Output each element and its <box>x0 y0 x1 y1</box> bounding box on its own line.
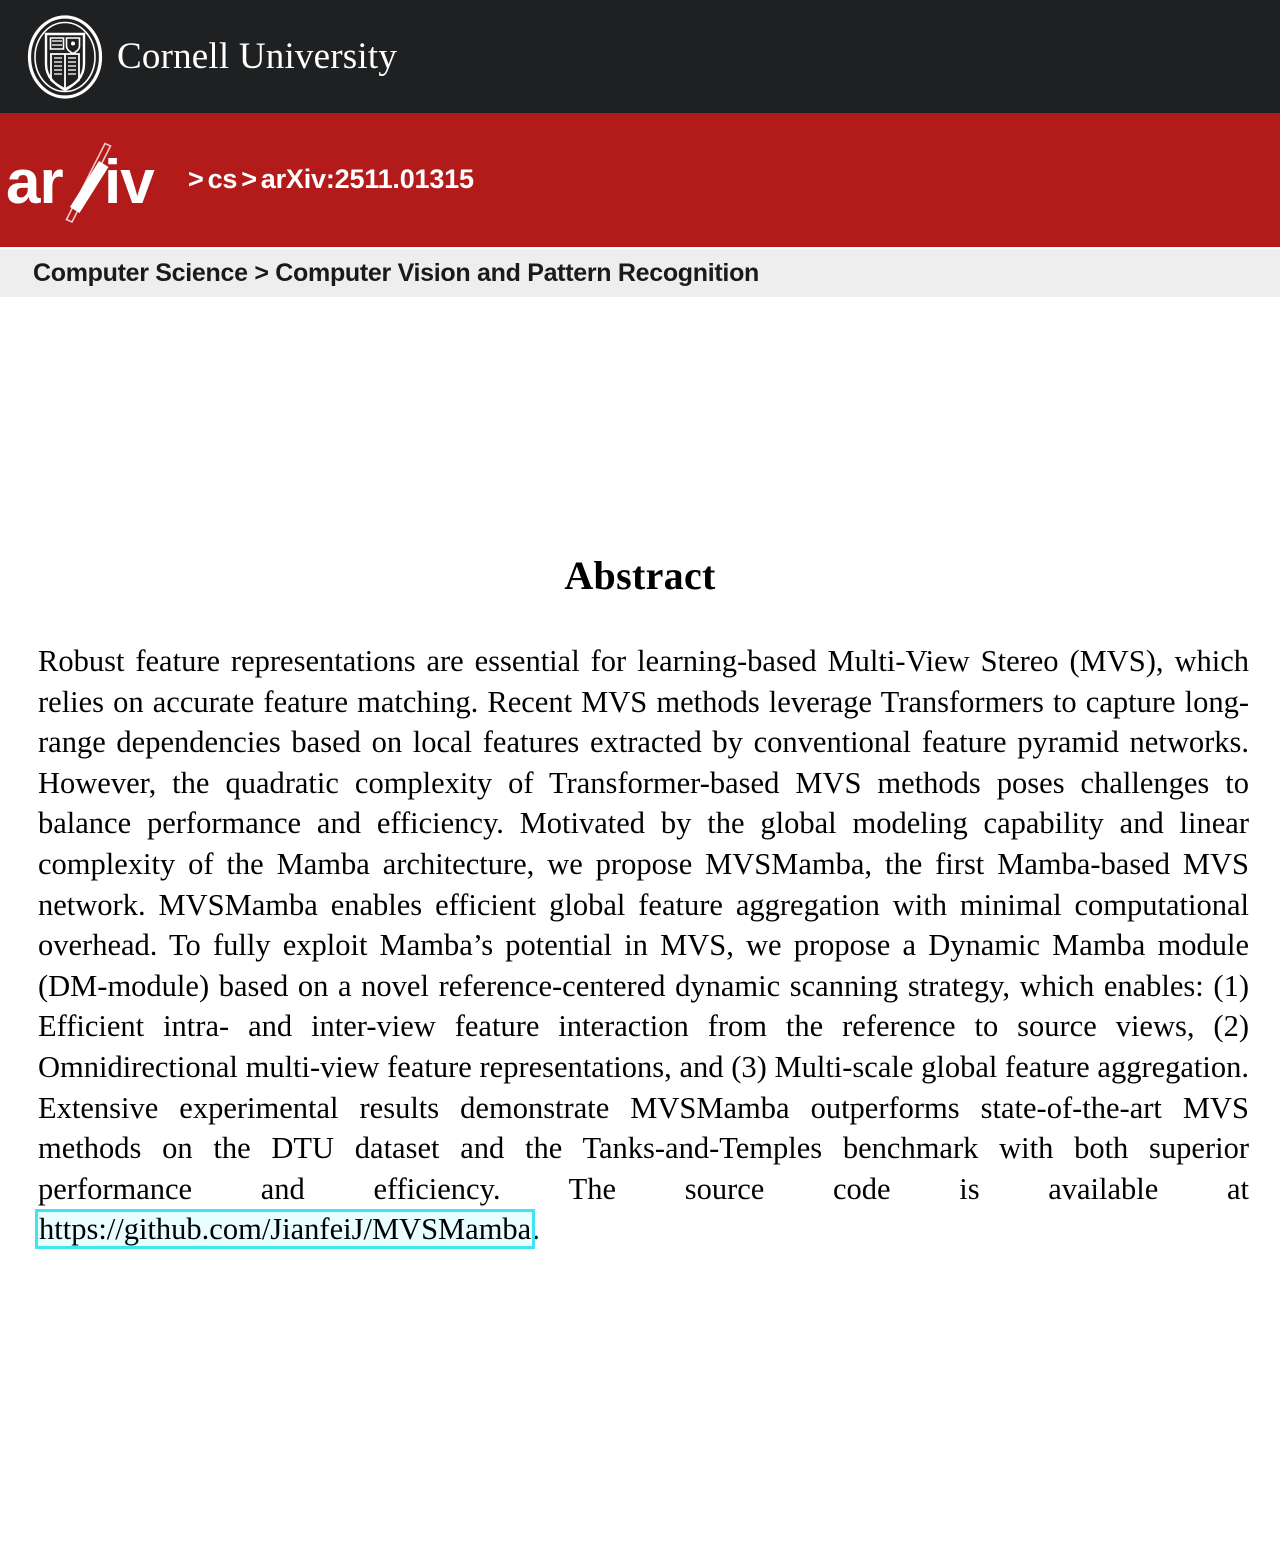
breadcrumb-separator-1: > <box>188 163 204 194</box>
arxiv-banner <box>0 113 1280 247</box>
breadcrumb-archive-link[interactable]: cs <box>207 163 238 194</box>
breadcrumb-arxiv-id[interactable]: arXiv:2511.01315 <box>260 163 474 194</box>
svg-text:ar: ar <box>6 148 63 217</box>
breadcrumb-separator-2: > <box>241 163 257 194</box>
cornell-seal-icon[interactable] <box>26 14 104 100</box>
svg-text:iv: iv <box>104 148 154 217</box>
cornell-university-wordmark[interactable]: Cornell University <box>117 36 398 77</box>
paper-body <box>0 297 1280 1549</box>
source-code-link[interactable]: https://github.com/JianfeiJ/MVSMamba <box>39 1212 532 1247</box>
abstract-text-block <box>38 641 1249 1250</box>
abstract-paragraph <box>38 641 1249 1250</box>
abstract-text-after-link: . <box>532 1212 540 1247</box>
abstract-heading: Abstract <box>564 553 716 598</box>
cornell-header <box>0 0 1280 113</box>
arxiv-logo-icon[interactable] <box>4 137 176 223</box>
abstract-text-before-link: Robust feature representations are essential for learning-based Multi-View Stereo (MVS), which relies on accurate feature matching. Recent MVS methods leverage Transformers to capture long-range dependencies based on local features extracted by conventional feature pyramid networks. However, the quadratic complexity of Transformer-based MVS methods poses challenges to balance performance and efficiency. Motivated by the global modeling capability and linear complexity of the Mamba architecture, we propose MVSMamba, the first Mamba-based MVS network. MVSMamba enables efficient global feature aggregation with minimal computational overhead. To fully exploit Mamba’s potential in MVS, we propose a Dynamic Mamba module (DM-module) based on a novel reference-centered dynamic scanning strategy, which enables: (1) Efficient intra- and inter-view feature interaction from the reference to source views, (2) Omnidirectional multi-view feature representations, and (3) Multi-scale global feature aggregation. Extensive experimental results demonstrate MVSMamba outperforms state-of-the-art MVS methods on the DTU dataset and the Tanks-and-Temples benchmark with both superior performance and efficiency. The source code is available at <box>38 644 1249 1206</box>
subject-breadcrumb-text[interactable]: Computer Science > Computer Vision and Pattern Recognition <box>33 259 760 287</box>
arxiv-breadcrumb <box>184 164 474 197</box>
subject-breadcrumb-bar <box>0 249 1280 297</box>
